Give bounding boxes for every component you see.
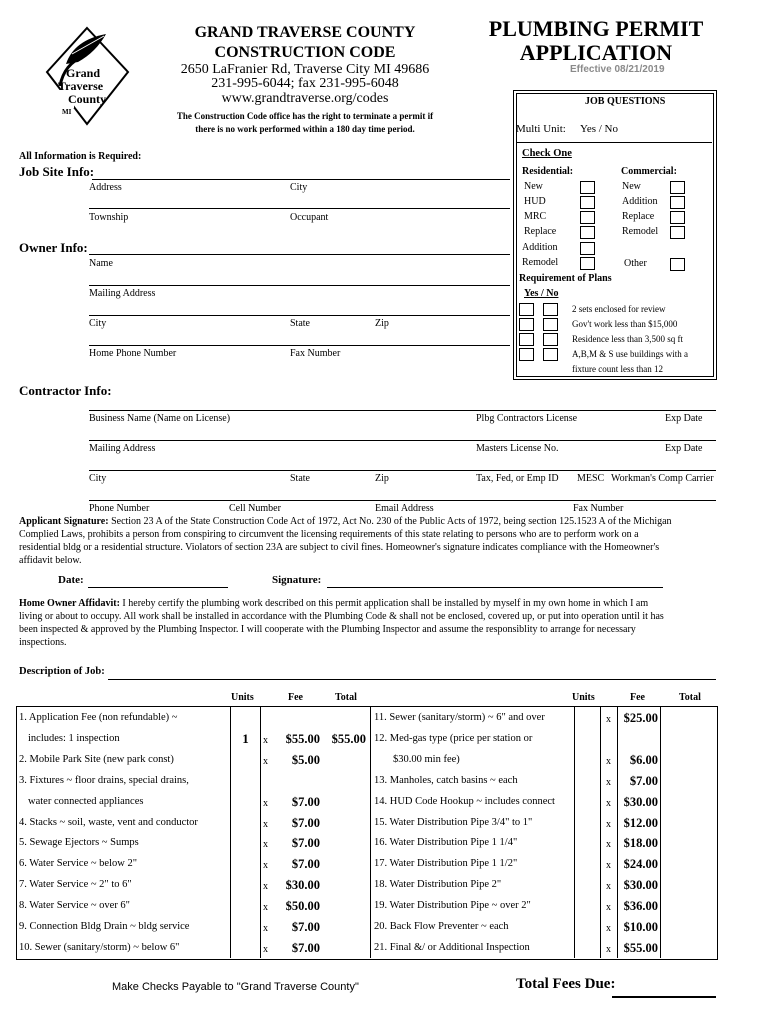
- plans-yes-no-label: Yes / No: [524, 288, 559, 299]
- owner-zip-label: Zip: [375, 318, 389, 329]
- res-hud-checkbox[interactable]: [580, 196, 595, 209]
- fee-item-label: 12. Med-gas type (price per station or: [374, 732, 533, 744]
- units-input[interactable]: [232, 794, 259, 811]
- table-divider: [370, 706, 371, 958]
- total-input[interactable]: $55.00: [331, 731, 366, 746]
- business-line[interactable]: [89, 440, 716, 441]
- col-units-right: Units: [572, 692, 595, 703]
- plan-requirement-item: Gov't work less than $15,000: [572, 319, 678, 329]
- fee-item-label: 15. Water Distribution Pipe 3/4" to 1": [374, 816, 533, 828]
- fee-item-label: 19. Water Distribution Pipe ~ over 2": [374, 900, 531, 912]
- fee-item-label: 6. Water Service ~ below 2": [19, 858, 137, 870]
- workmans-comp-label: Workman's Comp Carrier: [611, 473, 714, 484]
- contractor-mailing-label: Mailing Address: [89, 443, 156, 454]
- units-input[interactable]: [232, 835, 259, 852]
- units-input[interactable]: [576, 773, 598, 790]
- multiply-sign: x: [263, 734, 268, 746]
- multiply-sign: x: [606, 797, 611, 809]
- residential-label: Residential:: [522, 166, 574, 177]
- plan-requirement-item: fixture count less than 12: [572, 364, 663, 374]
- exp-date-label: Exp Date: [665, 413, 703, 424]
- signature-label: Signature:: [272, 574, 322, 586]
- multiply-sign: x: [606, 860, 611, 872]
- applicant-signature-label: Applicant Signature:: [19, 516, 109, 527]
- fee-amount: $7.00: [291, 940, 320, 955]
- multiply-sign: x: [606, 714, 611, 725]
- plan-no-checkbox[interactable]: [543, 318, 558, 331]
- occupant-label: Occupant: [290, 212, 329, 223]
- applicant-text-part1: Section 23 A of the State Construction Code Act of 1972, Act No. 230 of the Public Acts of 1972, being section 125.1523 A of the Michigan: [108, 516, 672, 527]
- multi-unit-label: Multi Unit:: [516, 123, 566, 135]
- signature-line[interactable]: [327, 587, 663, 588]
- multiply-sign: x: [263, 860, 268, 872]
- fee-item-label: 2. Mobile Park Site (new park const): [19, 753, 174, 765]
- termination-notice-line2: there is no work performed within a 180 day time period.: [195, 124, 415, 134]
- res-new-checkbox[interactable]: [580, 181, 595, 194]
- fee-amount: $7.00: [291, 857, 320, 872]
- plan-requirement-item: A,B,M & S use buildings with a: [572, 349, 689, 359]
- fee-amount: $7.00: [291, 794, 320, 809]
- col-fee-right: Fee: [630, 692, 645, 703]
- mesc-label: MESC: [577, 473, 605, 484]
- affidavit-text-2: living or about to occupy. All work shall be installed in accordance with the Plumbing Code & shall not be enclosed, covered up, or put into operation until it has: [19, 611, 664, 622]
- tax-id-label: Tax, Fed, or Emp ID: [476, 473, 559, 484]
- plan-yes-checkbox[interactable]: [519, 333, 534, 346]
- fee-item-label: 14. HUD Code Hookup ~ includes connect: [374, 795, 555, 807]
- fee-item-label: 18. Water Distribution Pipe 2": [374, 879, 502, 891]
- col-fee-left: Fee: [288, 692, 303, 703]
- com-addition-checkbox[interactable]: [670, 196, 685, 209]
- fee-item-label: 7. Water Service ~ 2" to 6": [19, 879, 132, 891]
- applicant-signature-text-1: [19, 516, 672, 527]
- mailing-line[interactable]: [89, 315, 510, 316]
- units-input[interactable]: [576, 835, 598, 852]
- col-total-right: Total: [679, 692, 701, 703]
- total-input[interactable]: [662, 940, 714, 957]
- res-addition-checkbox[interactable]: [580, 242, 595, 255]
- township-label: Township: [89, 212, 129, 223]
- fee-item-label: 17. Water Distribution Pipe 1 1/2": [374, 858, 518, 870]
- termination-notice-line1: The Construction Code office has the right to terminate a permit if: [176, 111, 434, 121]
- table-divider: [660, 706, 661, 958]
- res-mrc-checkbox[interactable]: [580, 211, 595, 224]
- exp-date-label-2: Exp Date: [665, 443, 703, 454]
- fee-item-label: 13. Manholes, catch basins ~ each: [374, 774, 518, 786]
- res-option-label: New: [524, 181, 543, 192]
- units-input[interactable]: [232, 856, 259, 873]
- city-contractor-line[interactable]: [89, 500, 716, 501]
- units-input[interactable]: [232, 752, 259, 769]
- effective-date: Effective 08/21/2019: [570, 64, 665, 75]
- owner-info-heading: Owner Info:: [19, 240, 88, 255]
- units-input[interactable]: [232, 877, 259, 894]
- multiply-sign: x: [263, 902, 268, 914]
- fee-amount: $30.00: [285, 878, 320, 893]
- multiply-sign: x: [606, 881, 611, 893]
- fee-amount: $55.00: [623, 940, 658, 955]
- permit-title: PLUMBING PERMIT: [488, 16, 704, 41]
- description-label: Description of Job:: [19, 666, 105, 677]
- job-questions-divider: [516, 142, 712, 143]
- units-input[interactable]: [232, 940, 259, 957]
- commercial-label: Commercial:: [621, 166, 677, 177]
- multiply-sign: x: [263, 818, 268, 830]
- affidavit-text-part1: I hereby certify the plumbing work described on this permit application shall be installed by myself in my own home in which I am: [119, 598, 649, 609]
- mailing-address-label: Mailing Address: [89, 288, 156, 299]
- units-input[interactable]: [576, 898, 598, 915]
- multiply-sign: x: [263, 923, 268, 934]
- fee-amount: $5.00: [291, 752, 320, 767]
- units-input[interactable]: [576, 710, 598, 727]
- total-input[interactable]: [662, 835, 714, 852]
- county-title: GRAND TRAVERSE COUNTY: [194, 24, 416, 41]
- total-input[interactable]: [662, 877, 714, 894]
- logo-text-traverse: Traverse: [58, 79, 104, 93]
- multi-unit-options[interactable]: Yes / No: [580, 123, 619, 135]
- fee-item-label: water connected appliances: [28, 795, 144, 807]
- com-new-checkbox[interactable]: [670, 181, 685, 194]
- fee-amount: $7.00: [291, 920, 320, 934]
- units-input[interactable]: [232, 919, 259, 936]
- total-input[interactable]: [662, 856, 714, 873]
- owner-fax-label: Fax Number: [290, 348, 341, 359]
- fee-item-label: 5. Sewage Ejectors ~ Sumps: [19, 837, 139, 849]
- applicant-signature-text-2: Complied Laws, prohibits a person from conspiring to circumvent the licensing requirements of this state relating to persons who are to perform work on a: [19, 529, 639, 540]
- table-divider: [230, 706, 231, 958]
- fee-item-label: 20. Back Flow Preventer ~ each: [374, 921, 509, 932]
- logo-text-county: County: [68, 92, 107, 106]
- checks-payable: Make Checks Payable to "Grand Traverse County": [112, 981, 359, 993]
- res-option-label: Remodel: [522, 257, 559, 268]
- fee-amount: $30.00: [623, 794, 658, 809]
- all-info-required: All Information is Required:: [19, 151, 142, 162]
- owner-line[interactable]: [89, 254, 510, 255]
- plan-no-checkbox[interactable]: [543, 333, 558, 346]
- fee-amount: $36.00: [623, 899, 658, 914]
- table-divider: [574, 706, 575, 958]
- home-phone-label: Home Phone Number: [89, 348, 177, 359]
- applicant-signature-text-4: affidavit below.: [19, 555, 82, 566]
- fee-item-label: 1. Application Fee (non refundable) ~: [19, 712, 178, 723]
- contractor-state-label: State: [290, 473, 310, 484]
- business-name-label: Business Name (Name on License): [89, 413, 231, 424]
- res-option-label: Replace: [524, 226, 557, 237]
- fee-amount: $25.00: [623, 711, 658, 725]
- com-option-label: Remodel: [622, 226, 659, 237]
- plan-yes-checkbox[interactable]: [519, 303, 534, 316]
- city-line[interactable]: [89, 345, 510, 346]
- city-label: City: [290, 182, 308, 193]
- plan-no-checkbox[interactable]: [543, 303, 558, 316]
- multiply-sign: x: [263, 839, 268, 851]
- check-one-label: Check One: [522, 148, 572, 159]
- total-fees-due-label: Total Fees Due:: [516, 976, 616, 992]
- plan-requirement-item: Residence less than 3,500 sq ft: [572, 334, 683, 344]
- com-replace-checkbox[interactable]: [670, 211, 685, 224]
- office-phone: 231-995-6044; fax 231-995-6048: [211, 76, 399, 91]
- address-label: Address: [89, 182, 122, 193]
- affidavit-text-3: been inspected & approved by the Plumbing Inspector. I will cooperate with the Plumbing Inspector and assume the responsiblity to arrange for necessary: [19, 624, 636, 635]
- fee-item-label: $30.00 min fee): [393, 753, 460, 765]
- fee-amount: $7.00: [629, 773, 658, 788]
- multiply-sign: x: [606, 755, 611, 767]
- job-site-line[interactable]: [92, 179, 510, 180]
- affidavit-text-1: [19, 598, 648, 609]
- email-label: Email Address: [375, 503, 434, 514]
- units-input[interactable]: [576, 856, 598, 873]
- office-address: 2650 LaFranier Rd, Traverse City MI 49686: [180, 62, 430, 77]
- multiply-sign: x: [606, 839, 611, 851]
- plan-requirement-item: 2 sets enclosed for review: [572, 304, 666, 314]
- plan-yes-checkbox[interactable]: [519, 348, 534, 361]
- table-divider: [600, 706, 601, 958]
- fee-amount: $12.00: [623, 815, 658, 830]
- fee-item-label: 3. Fixtures ~ floor drains, special drains,: [19, 774, 189, 786]
- plan-yes-checkbox[interactable]: [519, 318, 534, 331]
- fee-amount: $7.00: [291, 836, 320, 851]
- fee-item-label: 11. Sewer (sanitary/storm) ~ 6" and over: [374, 712, 545, 723]
- units-input[interactable]: [576, 815, 598, 832]
- cell-number-label: Cell Number: [229, 503, 281, 514]
- logo-mark: MI: [62, 108, 72, 116]
- total-input[interactable]: [662, 710, 714, 727]
- fee-amount: $7.00: [291, 815, 320, 830]
- total-input[interactable]: [662, 794, 714, 811]
- contractor-city-label: City: [89, 473, 107, 484]
- com-option-label: Addition: [622, 196, 658, 207]
- units-input[interactable]: [232, 898, 259, 915]
- units-input[interactable]: [576, 794, 598, 811]
- multiply-sign: x: [606, 943, 611, 955]
- multiply-sign: x: [263, 797, 268, 809]
- res-remodel-checkbox[interactable]: [580, 257, 595, 270]
- com-option-label: Replace: [622, 211, 655, 222]
- multiply-sign: x: [263, 755, 268, 767]
- fax-number-label: Fax Number: [573, 503, 624, 514]
- units-input[interactable]: [576, 877, 598, 894]
- fee-amount: $10.00: [623, 920, 658, 934]
- total-input[interactable]: [662, 752, 714, 769]
- units-input[interactable]: [576, 919, 598, 936]
- fee-item-label: 8. Water Service ~ over 6": [19, 900, 130, 912]
- fee-item-label: 9. Connection Bldg Drain ~ bldg service: [19, 921, 190, 932]
- col-total-left: Total: [335, 692, 357, 703]
- total-input[interactable]: [662, 815, 714, 832]
- units-input[interactable]: [576, 940, 598, 957]
- multiply-sign: x: [263, 943, 268, 955]
- date-line[interactable]: [88, 587, 228, 588]
- res-option-label: HUD: [524, 196, 546, 207]
- mailing-contractor-line[interactable]: [89, 470, 716, 471]
- plbg-license-label: Plbg Contractors License: [476, 413, 578, 424]
- affidavit-label: Home Owner Affidavit:: [19, 598, 120, 609]
- description-line[interactable]: [108, 679, 716, 680]
- total-input[interactable]: [662, 898, 714, 915]
- col-units-left: Units: [231, 692, 254, 703]
- fee-amount: $50.00: [285, 899, 320, 914]
- masters-license-label: Masters License No.: [476, 443, 559, 454]
- name-label: Name: [89, 258, 113, 269]
- multiply-sign: x: [263, 881, 268, 893]
- logo-text-grand: Grand: [66, 66, 101, 80]
- fee-item-label: 10. Sewer (sanitary/storm) ~ below 6": [19, 941, 180, 953]
- multiply-sign: x: [606, 923, 611, 934]
- fee-item-label: 16. Water Distribution Pipe 1 1/4": [374, 837, 518, 849]
- code-title: CONSTRUCTION CODE: [214, 44, 396, 61]
- fee-amount: $18.00: [623, 836, 658, 851]
- fee-item-label: 4. Stacks ~ soil, waste, vent and conductor: [19, 816, 198, 828]
- applicant-signature-text-3: residential bldg or a residential structure. Violators of section 23A are subject to civil fines. Homeowner's signature indicates compliance with the Homeowner's: [19, 542, 660, 553]
- contractor-zip-label: Zip: [375, 473, 389, 484]
- total-fees-due-line[interactable]: [612, 996, 716, 998]
- units-input[interactable]: 1: [242, 730, 249, 746]
- county-logo: [44, 26, 130, 126]
- other-label: Other: [624, 258, 647, 269]
- units-input[interactable]: [232, 815, 259, 832]
- date-label: Date:: [58, 574, 84, 586]
- name-line[interactable]: [89, 285, 510, 286]
- phone-number-label: Phone Number: [89, 503, 150, 514]
- fee-item-label: includes: 1 inspection: [28, 732, 120, 744]
- fee-item-label: 21. Final &/ or Additional Inspection: [374, 941, 530, 953]
- owner-city-label: City: [89, 318, 107, 329]
- table-divider: [260, 706, 261, 958]
- fee-amount: $55.00: [285, 731, 320, 746]
- com-option-label: New: [622, 181, 641, 192]
- multiply-sign: x: [606, 776, 611, 788]
- com-remodel-checkbox[interactable]: [670, 226, 685, 239]
- multiply-sign: x: [606, 818, 611, 830]
- res-option-label: Addition: [522, 242, 558, 253]
- other-checkbox[interactable]: [670, 258, 685, 271]
- plan-no-checkbox[interactable]: [543, 348, 558, 361]
- total-input[interactable]: [662, 773, 714, 790]
- job-questions-title: JOB QUESTIONS: [585, 96, 666, 107]
- units-input[interactable]: [576, 752, 598, 769]
- permit-subtitle: APPLICATION: [519, 40, 673, 65]
- requirement-of-plans-label: Requirement of Plans: [519, 273, 612, 284]
- multiply-sign: x: [606, 902, 611, 914]
- contractor-info-heading: Contractor Info:: [19, 383, 112, 398]
- office-website: www.grandtraverse.org/codes: [221, 91, 389, 106]
- contractor-line[interactable]: [89, 410, 716, 411]
- total-input[interactable]: [662, 919, 714, 936]
- res-replace-checkbox[interactable]: [580, 226, 595, 239]
- job-site-heading: Job Site Info:: [19, 164, 95, 179]
- affidavit-text-4: inspections.: [19, 637, 67, 648]
- township-line[interactable]: [89, 208, 510, 209]
- fee-amount: $24.00: [623, 857, 658, 872]
- fee-amount: $30.00: [623, 878, 658, 893]
- fee-amount: $6.00: [629, 752, 658, 767]
- owner-state-label: State: [290, 318, 310, 329]
- res-option-label: MRC: [524, 211, 547, 222]
